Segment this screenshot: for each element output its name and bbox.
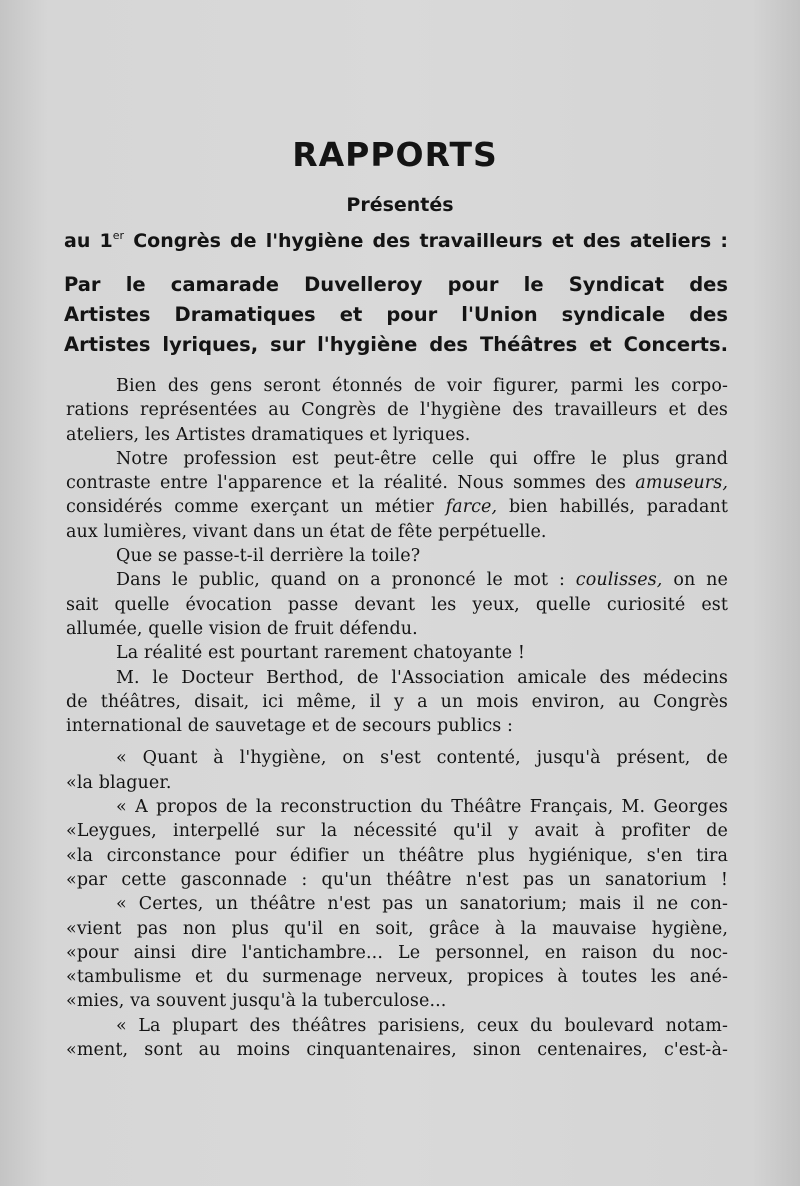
body-line: M. le Docteur Berthod, de l'Association amicale des médecins <box>116 667 728 688</box>
body-line <box>66 568 728 592</box>
quote-line <box>66 1038 728 1062</box>
quote-mark: « <box>66 918 77 939</box>
text-run: vient pas non plus qu'il en soit, grâce à la mauvaise hygiène, <box>76 918 728 939</box>
text-run: Dans le public, quand on a prononcé le mot : <box>116 570 565 591</box>
quote-line <box>66 941 728 965</box>
quote-line <box>66 771 728 795</box>
quote-line <box>66 844 728 868</box>
quote-line <box>66 868 728 892</box>
body-line: ateliers, les Artistes dramatiques et lyriques. <box>66 424 471 445</box>
quote-line: « La plupart des théâtres parisiens, ceux du boulevard notam- <box>116 1015 728 1036</box>
quote-line: « A propos de la reconstruction du Théâtre Français, M. Georges <box>116 797 728 818</box>
text-run: mies, va souvent jusqu'à la tuberculose... <box>76 991 447 1012</box>
quote-mark: « <box>66 821 77 842</box>
quote-line <box>66 917 728 941</box>
text-run: ment, sont au moins cinquantenaires, sinon centenaires, c'est-à- <box>76 1040 728 1061</box>
body-line: allumée, quelle vision de fruit défendu. <box>66 618 418 639</box>
italic-term: farce, <box>445 497 498 518</box>
italic-term: amuseurs, <box>635 473 728 494</box>
congres-sup: er <box>112 229 125 242</box>
quote-line <box>66 989 728 1013</box>
text-run: tambulisme et du surmenage nerveux, propices à toutes les ané- <box>76 967 728 988</box>
quote-mark: « <box>66 772 77 793</box>
page-title: RAPPORTS <box>292 135 498 174</box>
body-line: de théâtres, disait, ici même, il y a un mois environ, au Congrès <box>66 691 728 712</box>
text-run: la circonstance pour édifier un théâtre plus hygiénique, s'en tira <box>76 845 728 866</box>
quote-line <box>66 819 728 843</box>
body-line: La réalité est pourtant rarement chatoyante ! <box>116 643 526 664</box>
text-run: on ne <box>673 570 728 591</box>
quote-line: « Certes, un théâtre n'est pas un sanatorium; mais il ne con- <box>116 894 728 915</box>
congres-heading <box>64 229 728 252</box>
text-run: considérés comme exerçant un métier <box>66 497 434 518</box>
text-run: contraste entre l'apparence et la réalité. Nous sommes des <box>66 473 626 494</box>
text-run: la blaguer. <box>76 772 172 793</box>
text-run: bien habillés, paradant <box>508 497 728 518</box>
body-line: sait quelle évocation passe devant les yeux, quelle curiosité est <box>66 594 728 615</box>
subhead-line: Artistes lyriques, sur l'hygiène des Théâtres et Concerts. <box>64 333 728 356</box>
body-line <box>66 471 728 495</box>
body-line <box>66 495 728 519</box>
report-subheading <box>64 270 728 360</box>
congres-prefix: au 1 <box>64 230 113 252</box>
text-run: Leygues, interpellé sur la nécessité qu'il y avait à profiter de <box>76 821 728 842</box>
subhead-line: Artistes Dramatiques et pour l'Union syndicale des <box>64 303 728 326</box>
congres-rest: Congrès de l'hygiène des travailleurs et des ateliers : <box>133 230 728 252</box>
body-line: Que se passe-t-il derrière la toile? <box>116 546 421 567</box>
text-run: par cette gasconnade : qu'un théâtre n'est pas un sanatorium ! <box>76 869 728 890</box>
body-line: Notre profession est peut-être celle qui offre le plus grand <box>116 448 728 469</box>
subhead-line: Par le camarade Duvelleroy pour le Syndicat des <box>64 273 728 296</box>
body-line: international de sauvetage et de secours publics : <box>66 716 514 737</box>
presentes-heading: Présentés <box>346 194 454 216</box>
body-line: Bien des gens seront étonnés de voir figurer, parmi les corpo- <box>116 376 728 396</box>
quote-mark: « <box>66 991 77 1012</box>
quote-mark: « <box>66 869 77 890</box>
quote-mark: « <box>66 967 77 988</box>
text-run: pour ainsi dire l'antichambre... Le personnel, en raison du noc- <box>76 942 728 963</box>
report-body <box>66 374 728 1062</box>
body-line: rations représentées au Congrès de l'hygiène des travailleurs et des <box>66 400 728 421</box>
body-line: aux lumières, vivant dans un état de fête perpétuelle. <box>66 521 547 542</box>
quote-mark: « <box>66 942 77 963</box>
quote-line: « Quant à l'hygiène, on s'est contenté, jusqu'à présent, de <box>116 748 728 769</box>
quote-line <box>66 965 728 989</box>
quote-mark: « <box>66 1040 77 1061</box>
italic-term: coulisses, <box>575 570 663 591</box>
quote-mark: « <box>66 845 77 866</box>
